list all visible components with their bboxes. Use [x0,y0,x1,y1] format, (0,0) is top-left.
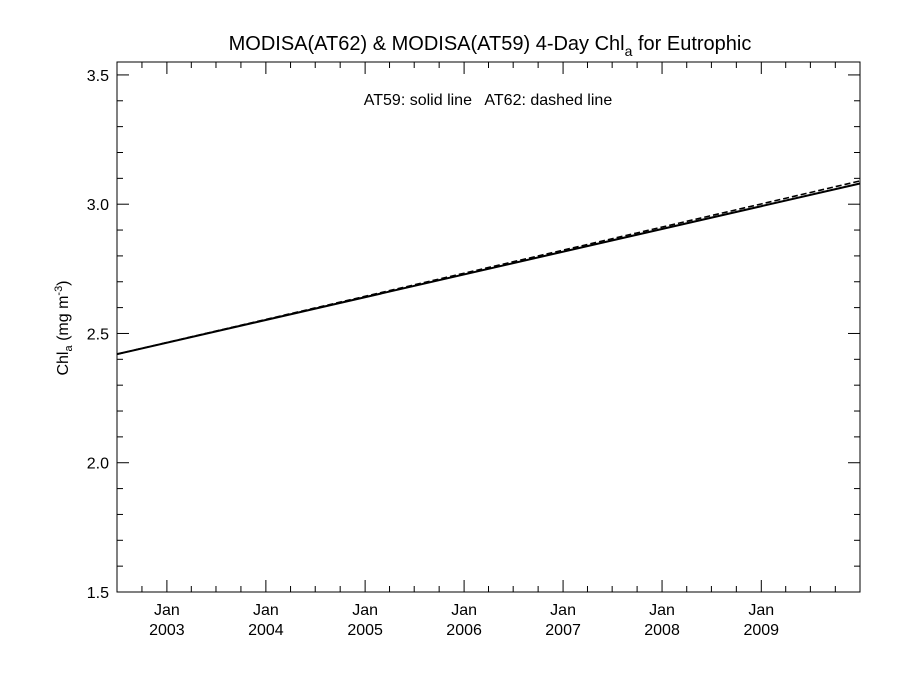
y-tick-label: 1.5 [86,585,109,602]
x-tick-label-month: Jan [649,602,675,619]
x-tick-label-month: Jan [252,602,279,619]
x-tick-label-month: Jan [153,602,180,619]
y-tick-label: 2.5 [86,326,109,344]
tick-labels [87,68,779,639]
x-tick-label-year: 2008 [644,622,680,639]
x-tick-label-year: 2004 [248,622,284,639]
y-axis-label-subscript: a [63,345,75,352]
series-line-at59 [117,184,860,355]
x-tick-label-year: 2006 [446,622,482,639]
x-tick-label-month: Jan [451,602,477,619]
x-tick-label-year: 2007 [545,622,581,639]
chart-title-main: MODISA(AT62) & MODISA(AT59) 4-Day Chl [228,33,625,55]
y-axis-label-suffix: ) [55,280,72,286]
plot-frame [117,62,860,592]
x-tick-label-month: Jan [550,602,576,619]
legend-annotation: AT59: solid line AT62: dashed line [363,92,613,109]
y-tick-label: 3.5 [86,67,109,85]
chart-title [229,33,752,59]
data-series [117,181,860,354]
chart-title-suffix: for Eutrophic [632,33,752,55]
x-tick-label-month: Jan [748,602,775,619]
axis-ticks [117,62,860,592]
y-axis-label-middle: (mg m [55,295,72,346]
chart-title-subscript: a [624,43,633,59]
y-tick-label: 3.0 [86,197,109,215]
y-axis-label-superscript: -3 [53,285,65,296]
y-axis-label [53,280,75,375]
x-tick-label-year: 2005 [347,622,383,639]
x-tick-label-month: Jan [352,602,379,619]
x-tick-label-year: 2003 [149,622,185,639]
y-tick-label: 2.0 [86,455,109,473]
x-tick-label-year: 2009 [743,622,780,639]
y-axis-label-main: Chl [55,351,72,376]
